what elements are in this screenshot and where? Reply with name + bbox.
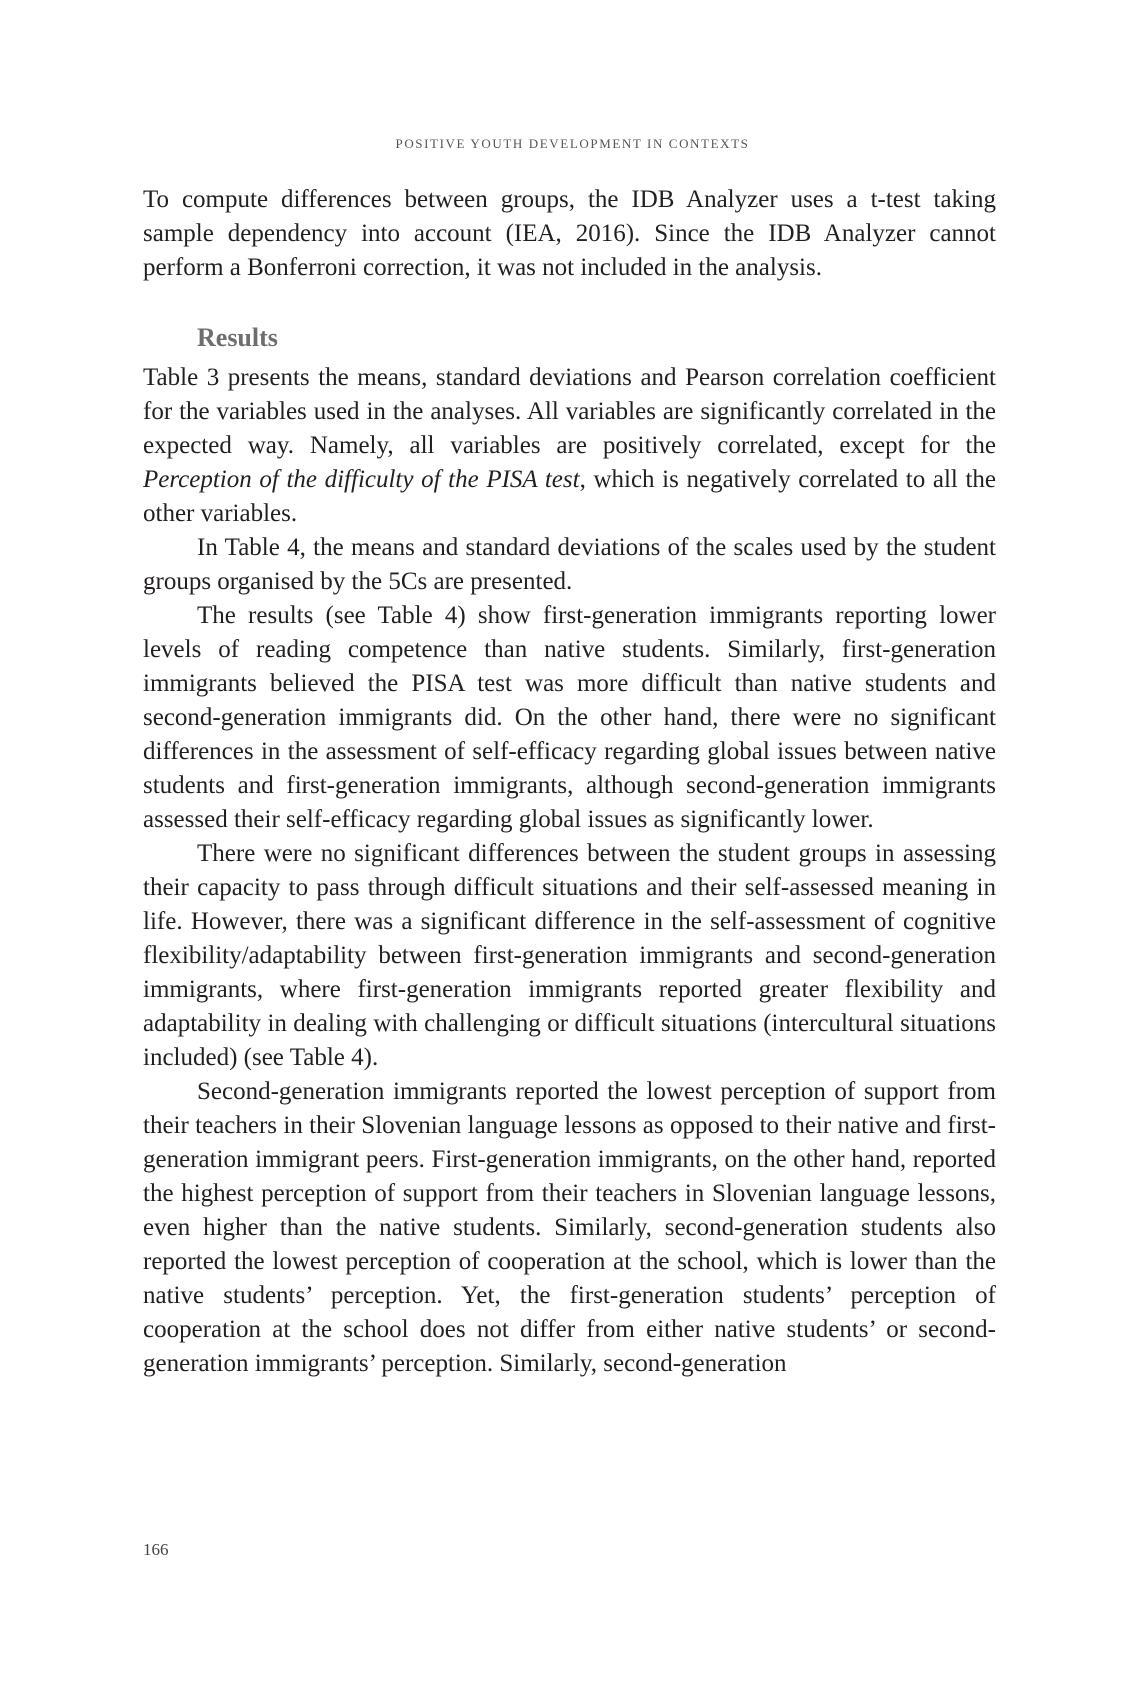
paragraph-table-3-italic: Perception of the difficulty of the PISA test [143, 466, 580, 493]
paragraph-table-3-text-a: Table 3 presents the means, standard deviations and Pearson correlation coefficient for the variables used in the analyses. All variables are significantly correlated in the expected way. Namely, all variables are positively correlated, except for the [143, 364, 996, 459]
paragraph-table-4: In Table 4, the means and standard deviations of the scales used by the student groups organised by the 5Cs are presented. [143, 534, 996, 595]
running-header: POSITIVE YOUTH DEVELOPMENT IN CONTEXTS [395, 136, 750, 151]
paragraph-results-reading: The results (see Table 4) show first-generation immigrants reporting lower levels of reading competence than native students. Similarly, first-generation immigrants believed the PISA test was more difficult than native students and second-generation immigrants did. On the other hand, there were no significant differences in the assessment of self-efficacy regarding global issues between native students and first-generation immigrants, although second-generation immigrants assessed their self-efficacy regarding global issues as significantly lower. [143, 602, 996, 833]
page-number: 166 [143, 1540, 169, 1559]
paragraph-methods: To compute differences between groups, the IDB Analyzer uses a t-test taking sample dependency into account (IEA, 2016). Since the IDB Analyzer cannot perform a Bonferroni correction, it was not included in the analysis. [143, 186, 996, 281]
paragraph-table-3 [143, 361, 996, 531]
paragraph-table-3-text-b: , which is negatively correlated to all the other variables. [143, 466, 996, 527]
main-text [143, 183, 996, 1381]
section-heading-results: Results [197, 323, 278, 352]
paragraph-results-support: Second-generation immigrants reported the lowest perception of support from their teachers in their Slovenian language lessons as opposed to their native and first-generation immigrant peers. First-generation immigrants, on the other hand, reported the highest perception of support from their teachers in Slovenian language lessons, even higher than the native students. Similarly, second-generation students also reported the lowest perception of cooperation at the school, which is lower than the native students’ perception. Yet, the first-generation students’ perception of cooperation at the school does not differ from either native students’ or second-generation immigrants’ perception. Similarly, second-generation [143, 1078, 996, 1377]
paragraph-results-flexibility: There were no significant differences between the student groups in assessing their capacity to pass through difficult situations and their self-assessed meaning in life. However, there was a significant difference in the self-assessment of cognitive flexibility/adaptability between first-generation immigrants and second-generation immigrants, where first-generation immigrants reported greater flexibility and adaptability in dealing with challenging or difficult situations (intercultural situations included) (see Table 4). [143, 840, 996, 1071]
